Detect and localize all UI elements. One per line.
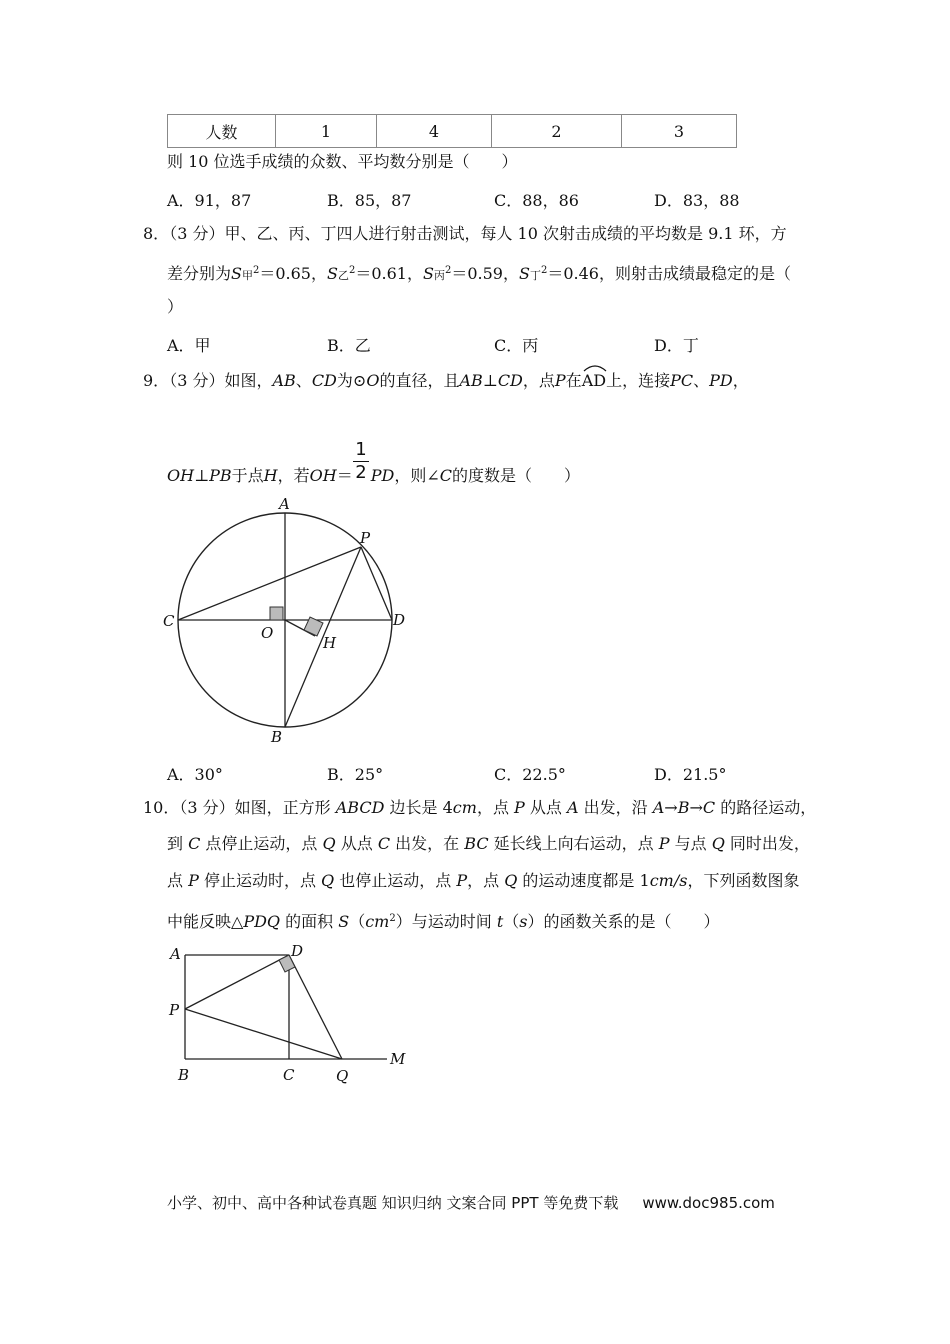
page-footer [167, 1192, 775, 1213]
table-row [168, 115, 737, 148]
q10-text: 的面积 [280, 912, 339, 931]
q9-var: H [263, 466, 278, 485]
q10-line1 [143, 798, 816, 818]
fig-label-d: D [291, 942, 304, 960]
q10-var: B [677, 798, 690, 817]
variance-sup: 2 [252, 265, 260, 276]
q7-option-c: C．88，86 [494, 191, 579, 210]
q10-text: ，点 [467, 871, 505, 890]
fig-label-h: H [323, 634, 337, 652]
q9-text: 、 [693, 371, 710, 390]
arc-ad [582, 371, 606, 391]
q7-option-b: B．85，87 [327, 191, 412, 210]
q10-text: ，点 [476, 798, 515, 817]
fraction-denominator: 2 [355, 462, 367, 483]
q10-text: ）与运动时间 [395, 912, 497, 931]
fig-label-b: B [178, 1066, 190, 1084]
q9-number: 9． [143, 371, 170, 390]
q9-text: 、 [295, 371, 312, 390]
q9-circle-figure [155, 495, 425, 750]
q10-text: 的运动速度都是 1 [517, 871, 650, 890]
q7-stem: 则 10 位选手成绩的众数、平均数分别是（ ） [167, 152, 518, 171]
q10-text: 点 [167, 871, 189, 890]
table-cell: 2 [492, 115, 622, 148]
q10-number: 10． [143, 798, 180, 817]
q10-text: 也停止运动，点 [334, 871, 457, 890]
q9-var: CD [311, 371, 337, 390]
variance-symbol: S [231, 264, 242, 283]
q9-var: AB [459, 371, 483, 390]
q10-var: A [652, 798, 665, 817]
variance-sup: 2 [444, 265, 452, 276]
q8-option-d: D．丁 [654, 336, 699, 355]
q10-var: Q [321, 871, 335, 890]
fig-label-a: A [279, 495, 290, 513]
variance-sub: 丁 [529, 269, 541, 282]
q8-text: 差分别为 [167, 264, 232, 283]
q7-option-a: A．91，87 [167, 191, 252, 210]
q9-var: OH [167, 466, 195, 485]
q9-var: PC [670, 371, 694, 390]
q9-score: （3 分） [169, 371, 225, 390]
table-cell: 1 [276, 115, 377, 148]
q9-text: 为⊙ [336, 371, 367, 390]
fraction-numerator: 1 [355, 439, 367, 460]
q9-text: 在 [565, 371, 582, 390]
variance-symbol: S [422, 264, 434, 283]
q8-option-b: B．乙 [327, 336, 371, 355]
fig-label-q: Q [336, 1067, 349, 1085]
q8-line2 [167, 261, 791, 286]
q9-var: CD [497, 371, 523, 390]
variance-symbol: S [327, 264, 338, 283]
q9-text: 于点 [231, 466, 264, 485]
variance-sup: 2 [348, 265, 356, 276]
q10-text: → [664, 798, 678, 817]
q10-text: 边长是 4 [384, 798, 453, 817]
q8-line1 [143, 224, 787, 244]
q10-text: （ [503, 912, 520, 931]
q10-text: 从点 [335, 834, 378, 853]
q10-var: S [338, 912, 350, 931]
q10-text: 到 [167, 834, 189, 853]
q9-option-a: A．30° [167, 765, 223, 784]
q9-var: PB [209, 466, 232, 485]
q9-text: 上，连接 [606, 371, 671, 390]
q10-score: （3 分） [179, 798, 235, 817]
q8-text: 则射击成绩最稳定的是（ [614, 264, 791, 283]
q9-text: 的度数是（ ） [452, 466, 581, 485]
q10-text: 与点 [669, 834, 712, 853]
q10-text: ，下列函数图象 [687, 871, 800, 890]
q10-line2 [167, 834, 810, 854]
q10-var: C [702, 798, 716, 817]
q9-text: ，若 [277, 466, 310, 485]
q10-square-figure [162, 938, 422, 1088]
variance-value: ＝0.46， [547, 264, 615, 283]
q10-var: C [377, 834, 391, 853]
q9-text: ⊥ [194, 466, 210, 485]
fig-label-m: M [390, 1050, 406, 1068]
q10-text: → [689, 798, 703, 817]
q10-var: cm [452, 798, 477, 817]
q10-text: 从点 [524, 798, 567, 817]
q9-text: ，则∠ [394, 466, 440, 485]
q9-text: 如图， [224, 371, 273, 390]
q9-var: O [366, 371, 380, 390]
q10-text: 出发，沿 [578, 798, 653, 817]
variance-sup: 2 [540, 265, 548, 276]
fig-label-p: P [169, 1001, 180, 1019]
fig-label-a: A [170, 945, 181, 963]
q8-line3: ） [167, 297, 184, 316]
q9-text: ，点 [522, 371, 555, 390]
q9-var: PD [370, 466, 395, 485]
q9-option-b: B．25° [327, 765, 384, 784]
q10-var: PDQ [243, 912, 281, 931]
q8-text: 甲、乙、丙、丁四人进行射击测试，每人 10 次射击成绩的平均数是 9.1 环，方 [224, 224, 787, 243]
q10-var: P [514, 798, 525, 817]
q9-var: P [554, 371, 566, 390]
q9-option-c: C．22.5° [494, 765, 566, 784]
q10-line4 [167, 909, 720, 932]
q9-var: C [439, 466, 452, 485]
q8-score: （3 分） [169, 224, 225, 243]
score-table [167, 114, 737, 148]
q9-text: 的直径，且 [379, 371, 460, 390]
q10-line3 [167, 871, 799, 891]
fig-label-c: C [283, 1066, 295, 1084]
arc-label: AD [581, 371, 607, 390]
q10-text: 中能反映△ [167, 912, 244, 931]
variance-value: ＝0.59， [451, 264, 519, 283]
variance-value: ＝0.61， [355, 264, 423, 283]
q10-text: 点停止运动，点 [200, 834, 323, 853]
q10-text: 出发，在 [390, 834, 465, 853]
fig-label-p: P [360, 529, 371, 547]
q10-sup: 2 [389, 913, 396, 924]
q9-var: AB [272, 371, 296, 390]
q10-var: cm/s [649, 871, 688, 890]
q10-var: Q [504, 871, 518, 890]
variance-sub: 甲 [241, 269, 253, 282]
q10-text: 的路径运动， [715, 798, 817, 817]
q10-text: 同时出发， [724, 834, 810, 853]
q10-var: P [456, 871, 468, 890]
fig-label-c: C [163, 612, 175, 630]
fig-label-d: D [393, 611, 406, 629]
q9-text: ， [732, 371, 749, 390]
fig-label-b: B [271, 728, 283, 746]
q10-var: s [519, 912, 528, 931]
variance-sub: 丙 [433, 269, 445, 282]
q10-var: A [566, 798, 579, 817]
q9-var: PD [709, 371, 733, 390]
q9-line1 [143, 371, 749, 391]
q10-var: P [188, 871, 199, 890]
q10-var: BC [464, 834, 489, 853]
q10-var: P [658, 834, 670, 853]
q9-text: ⊥ [482, 371, 498, 390]
table-cell: 3 [622, 115, 737, 148]
q10-text: 停止运动时，点 [198, 871, 322, 890]
fig-label-o: O [261, 624, 274, 642]
arc-mark-icon [582, 362, 608, 372]
q8-option-c: C．丙 [494, 336, 539, 355]
table-cell: 4 [377, 115, 492, 148]
variance-value: ＝0.65， [259, 264, 327, 283]
q9-text: ＝ [336, 466, 353, 485]
q10-var: ABCD [335, 798, 385, 817]
table-row-label: 人数 [168, 115, 276, 148]
q9-line2 [167, 462, 581, 486]
q10-var: Q [711, 834, 725, 853]
q10-var: t [496, 912, 504, 931]
q10-text: 延长线上向右运动，点 [488, 834, 659, 853]
footer-text: 小学、初中、高中各种试卷真题 知识归纳 文案合同 PPT 等免费下载 [167, 1194, 619, 1212]
q10-var: cm [365, 912, 390, 931]
q10-text: ）的函数关系的是（ ） [527, 912, 720, 931]
q8-number: 8． [143, 224, 170, 243]
q8-option-a: A．甲 [167, 336, 211, 355]
q7-option-d: D．83，88 [654, 191, 740, 210]
q10-text: 如图，正方形 [234, 798, 336, 817]
q9-option-d: D．21.5° [654, 765, 727, 784]
q10-text: （ [349, 912, 366, 931]
q9-var: OH [309, 466, 337, 485]
q10-var: Q [322, 834, 336, 853]
variance-symbol: S [518, 264, 530, 283]
q10-var: C [188, 834, 201, 853]
footer-link[interactable]: www.doc985.com [642, 1194, 775, 1212]
variance-sub: 乙 [337, 269, 349, 282]
